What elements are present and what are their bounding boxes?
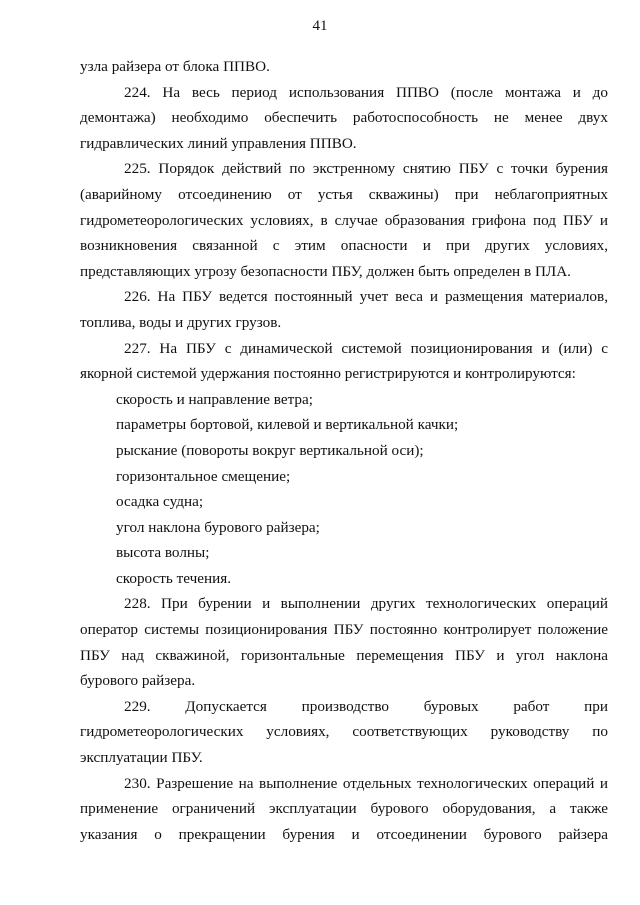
list-227 xyxy=(80,387,608,592)
paragraph-224: 224. На весь период использования ППВО (после монтажа и до демонтажа) необходимо обеспечить работоспособность не менее двух гидравлических линий управления ППВО. xyxy=(80,83,608,152)
paragraph-229: 229. Допускается производство буровых работ при гидрометеорологических условиях, соответствующих руководству по эксплуатации ПБУ. xyxy=(80,697,608,767)
list-item: высота волны; xyxy=(116,544,210,562)
paragraph-228: 228. При бурении и выполнении других технологических операций оператор системы позиционирования ПБУ постоянно контролирует положение ПБУ над скважиной, горизонтальные перемещения ПБУ и угол наклона бурового райзера. xyxy=(80,595,608,690)
paragraph-225: 225. Порядок действий по экстренному снятию ПБУ с точки бурения (аварийному отсоединению от устья скважины) при неблагоприятных гидрометеорологических условиях, в случае образования грифона под ПБУ и возникновения связанной с этим опасности и при других условиях, представляющих угрозу безопасности ПБУ, должен быть определен в ПЛА. xyxy=(80,160,608,280)
page-number: 41 xyxy=(312,18,328,34)
paragraph-226: 226. На ПБУ ведется постоянный учет веса и размещения материалов, топлива, воды и других грузов. xyxy=(80,288,608,331)
list-item: рыскание (повороты вокруг вертикальной оси); xyxy=(116,441,424,459)
list-item: скорость течения. xyxy=(116,569,232,587)
paragraph-continuation: узла райзера от блока ППВО. xyxy=(80,58,270,75)
paragraph-227: 227. На ПБУ с динамической системой позиционирования и (или) с якорной системой удержания постоянно регистрируются и контролируются: xyxy=(80,339,608,383)
list-item: осадка судна; xyxy=(116,493,204,511)
list-item: горизонтальное смещение; xyxy=(116,467,291,485)
list-item: параметры бортовой, килевой и вертикальной качки; xyxy=(116,416,459,434)
list-item: угол наклона бурового райзера; xyxy=(116,518,320,536)
paragraph-230: 230. Разрешение на выполнение отдельных технологических операций и применение ограничений эксплуатации бурового оборудования, а также указания о прекращении бурения и отсоединении бурового райзера xyxy=(80,774,608,843)
document-body xyxy=(80,54,608,847)
list-item: скорость и направление ветра; xyxy=(116,390,313,408)
